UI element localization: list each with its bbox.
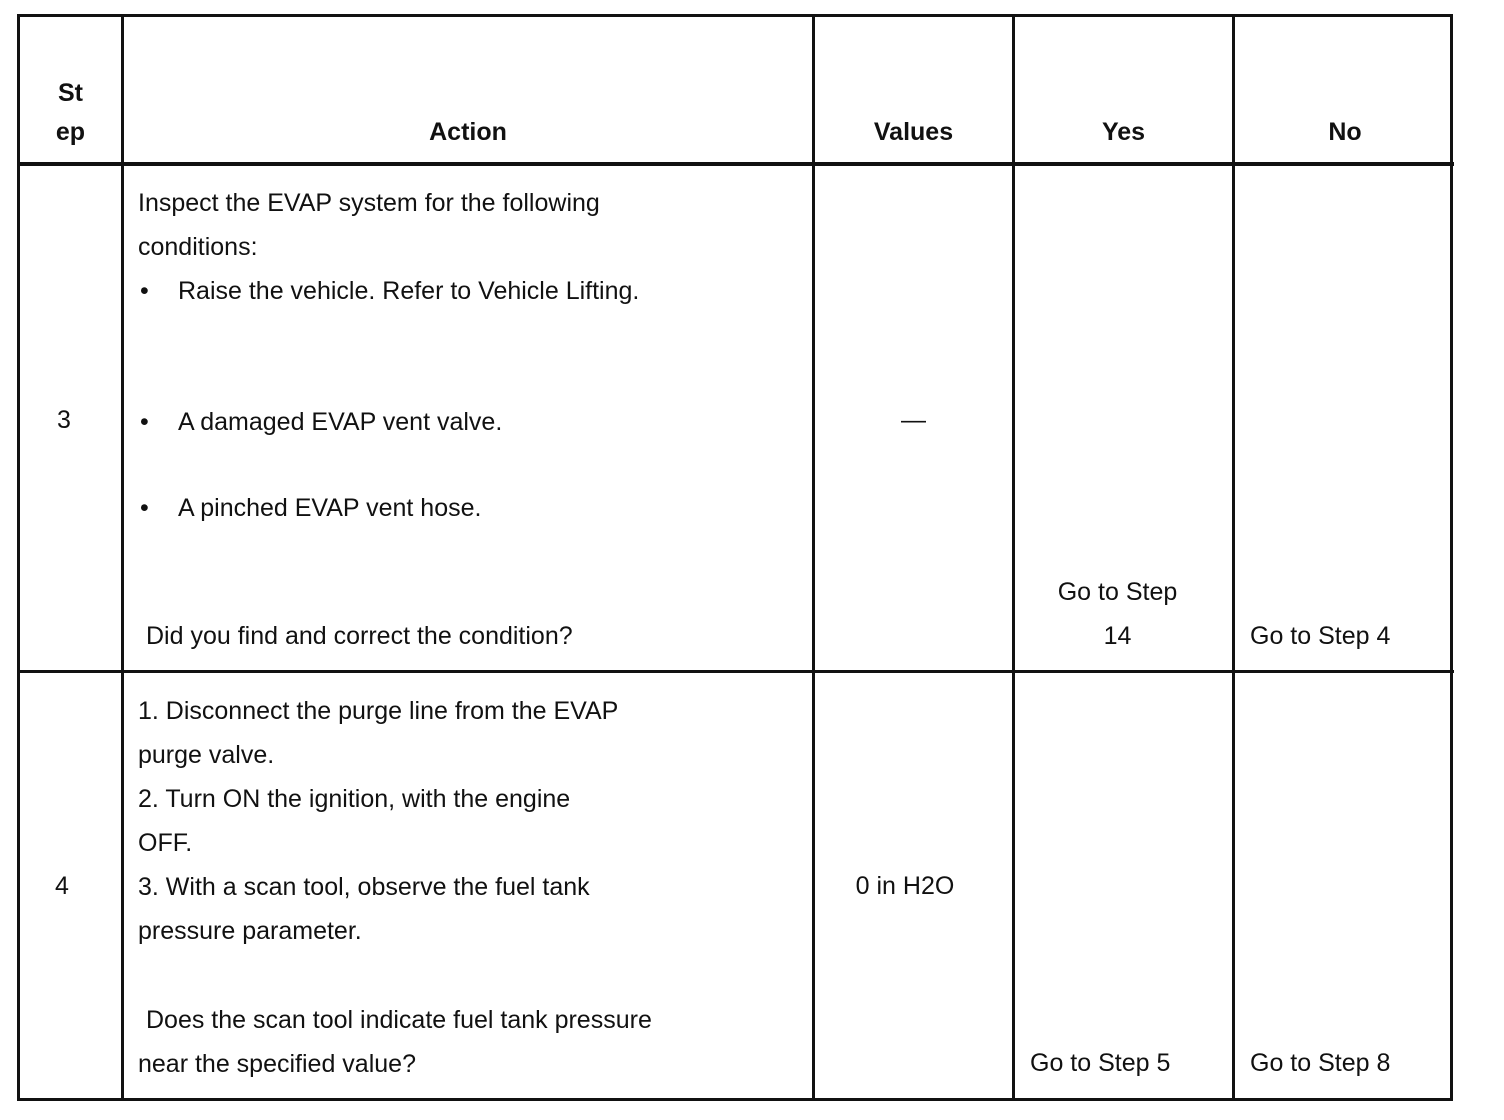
diagnostic-table <box>17 14 1453 1101</box>
header-step <box>20 74 121 152</box>
header-step-line2: ep <box>55 118 86 146</box>
row-divider <box>20 670 1454 673</box>
action-cell <box>138 181 798 313</box>
question-text: Did you find and correct the condition? <box>146 622 573 650</box>
list-item <box>138 400 798 444</box>
yes-text: Go to Step <box>1057 578 1178 606</box>
list-item: 2. Turn ON the ignition, with the engine <box>138 785 571 813</box>
row-divider <box>20 162 1454 166</box>
action-text: conditions: <box>138 233 258 261</box>
list-item-text: A damaged EVAP vent valve. <box>178 408 503 436</box>
step-number: 4 <box>55 872 69 900</box>
question-text: Does the scan tool indicate fuel tank pressure <box>146 1006 652 1034</box>
list-item <box>138 269 798 313</box>
value-cell: 0 in H2O <box>855 872 955 900</box>
no-cell: Go to Step 4 <box>1250 622 1391 650</box>
question-cell <box>138 998 798 1086</box>
list-item: 1. Disconnect the purge line from the EVAP <box>138 697 619 725</box>
header-action: Action <box>429 118 507 146</box>
column-divider <box>121 17 124 1098</box>
list-item <box>138 486 798 530</box>
list-item-text: A pinched EVAP vent hose. <box>178 494 482 522</box>
step-number: 3 <box>57 406 71 434</box>
list-item: purge valve. <box>138 741 275 769</box>
list-item: OFF. <box>138 829 193 857</box>
header-values: Values <box>873 118 954 146</box>
action-cell <box>138 486 798 530</box>
yes-cell: Go to Step 5 <box>1030 1049 1171 1077</box>
list-item: pressure parameter. <box>138 917 362 945</box>
yes-text: 14 <box>1103 622 1132 650</box>
question-text: near the specified value? <box>138 1050 416 1078</box>
bullet-icon: • <box>140 277 149 305</box>
column-divider <box>1012 17 1015 1098</box>
no-cell: Go to Step 8 <box>1250 1049 1391 1077</box>
action-text: Inspect the EVAP system for the following <box>138 189 600 217</box>
header-step-line1: St <box>58 79 83 107</box>
list-item-text: Raise the vehicle. Refer to Vehicle Lifting. <box>178 277 640 305</box>
list-item: 3. With a scan tool, observe the fuel tank <box>138 873 590 901</box>
bullet-icon: • <box>140 494 149 522</box>
yes-cell <box>1015 570 1220 658</box>
header-no: No <box>1328 118 1362 146</box>
action-cell <box>138 400 798 444</box>
value-cell: — <box>901 406 926 434</box>
header-yes: Yes <box>1101 118 1146 146</box>
bullet-icon: • <box>140 408 149 436</box>
column-divider <box>1232 17 1235 1098</box>
column-divider <box>812 17 815 1098</box>
action-cell <box>138 689 798 953</box>
